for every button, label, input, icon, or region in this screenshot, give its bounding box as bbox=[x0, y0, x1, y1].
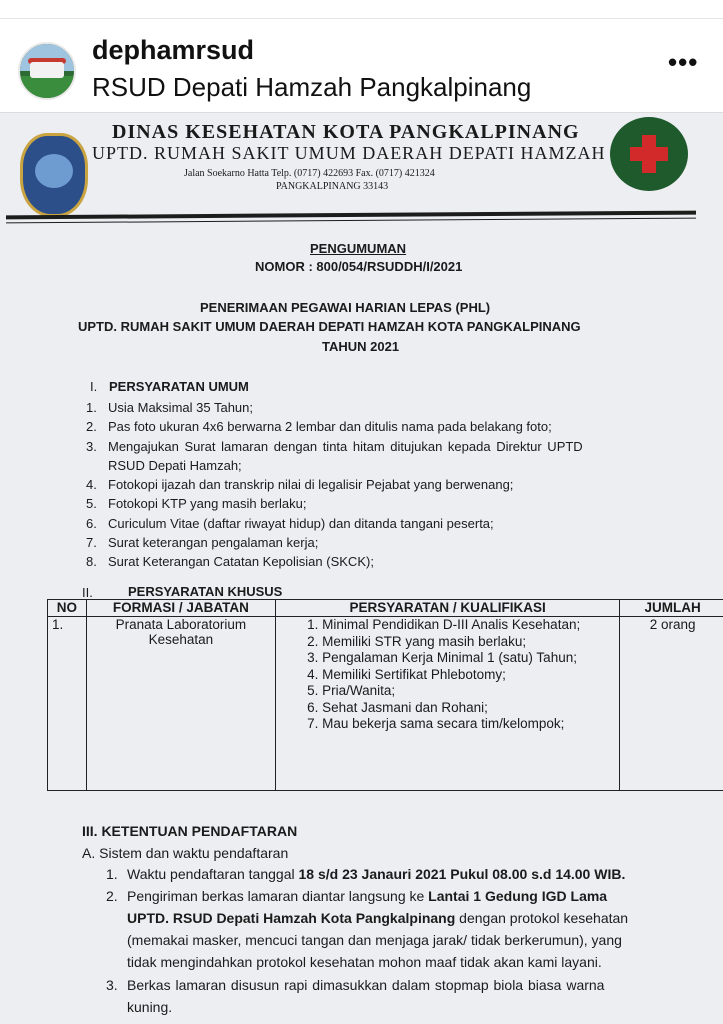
list-item-number: 3. bbox=[86, 439, 97, 454]
nomor-surat: NOMOR : 800/054/RSUDDH/I/2021 bbox=[255, 259, 463, 274]
avatar[interactable] bbox=[18, 42, 76, 100]
list-item-continuation: (memakai masker, mencuci tangan dan menjaga jarak/ tidak berkerumun), yang bbox=[127, 932, 622, 948]
list-item: Curiculum Vitae (daftar riwayat hidup) dan ditanda tangani peserta; bbox=[108, 516, 494, 531]
list-item: 2. Memiliki STR yang masih berlaku; bbox=[322, 634, 613, 651]
list-item-number: 4. bbox=[86, 477, 97, 492]
list-item: Pas foto ukuran 4x6 berwarna 2 lembar dan ditulis nama pada belakang foto; bbox=[108, 419, 552, 434]
kop-subtitle: UPTD. RUMAH SAKIT UMUM DAERAH DEPATI HAMZAH bbox=[92, 143, 606, 163]
more-options-icon[interactable]: ••• bbox=[668, 47, 699, 77]
table-header-row bbox=[48, 600, 723, 617]
list-item-continuation: RSUD Depati Hamzah; bbox=[108, 458, 242, 473]
section-2-number: II. bbox=[82, 585, 93, 600]
list-item-number: 2. bbox=[86, 419, 97, 434]
list-item: Fotokopi KTP yang masih berlaku; bbox=[108, 496, 307, 511]
pengumuman-heading: PENGUMUMAN bbox=[310, 241, 407, 256]
kop-title: DINAS KESEHATAN KOTA PANGKALPINANG bbox=[112, 121, 580, 143]
col-header-formasi: FORMASI / JABATAN bbox=[86, 600, 275, 617]
list-item: Pengiriman berkas lamaran diantar langsung ke Lantai 1 Gedung IGD Lama bbox=[127, 888, 608, 904]
kop-city: PANGKALPINANG 33143 bbox=[276, 181, 389, 192]
section-3-sub-a: A. Sistem dan waktu pendaftaran bbox=[82, 845, 289, 861]
title-line-1: PENERIMAAN PEGAWAI HARIAN LEPAS (PHL) bbox=[200, 300, 491, 315]
list-item: 3. Pengalaman Kerja Minimal 1 (satu) Tahun; bbox=[322, 650, 613, 667]
list-item-continuation: tidak mengindahkan protokol kesehatan mohon maaf tidak akan kami layani. bbox=[127, 954, 602, 970]
col-header-kualifikasi: PERSYARATAN / KUALIFIKASI bbox=[276, 600, 620, 617]
cell-formasi: Pranata Laboratorium Kesehatan bbox=[86, 617, 275, 791]
list-item-continuation: kuning. bbox=[127, 999, 173, 1015]
list-item: Surat Keterangan Catatan Kepolisian (SKCK); bbox=[108, 554, 374, 569]
title-line-2: UPTD. RUMAH SAKIT UMUM DAERAH DEPATI HAMZAH KOTA PANGKALPINANG bbox=[78, 319, 581, 334]
kop-address: Jalan Soekarno Hatta Telp. (0717) 422693 Fax. (0717) 421324 bbox=[184, 168, 435, 179]
list-item-number: 7. bbox=[86, 535, 97, 550]
list-item-number: 5. bbox=[86, 496, 97, 511]
section-1-number: I. bbox=[90, 379, 98, 394]
list-item: Berkas lamaran disusun rapi dimasukkan dalam stopmap biola biasa warna bbox=[127, 977, 605, 993]
list-item-number: 6. bbox=[86, 516, 97, 531]
list-item: Usia Maksimal 35 Tahun; bbox=[108, 400, 253, 415]
list-item-number: 1. bbox=[106, 866, 118, 882]
list-item-number: 2. bbox=[106, 888, 118, 904]
title-line-3: TAHUN 2021 bbox=[322, 339, 400, 354]
list-item: 6. Sehat Jasmani dan Rohani; bbox=[322, 700, 613, 717]
list-item-number: 1. bbox=[86, 400, 97, 415]
list-item: 5. Pria/Wanita; bbox=[322, 683, 613, 700]
list-item-continuation: UPTD. RSUD Depati Hamzah Kota Pangkalpinang dengan protokol kesehatan bbox=[127, 910, 629, 926]
post-username[interactable]: dephamrsud bbox=[92, 35, 255, 65]
section-2-heading: PERSYARATAN KHUSUS bbox=[128, 584, 283, 599]
status-strip bbox=[0, 0, 723, 19]
list-item: Waktu pendaftaran tanggal 18 s/d 23 Janauri 2021 Pukul 08.00 s.d 14.00 WIB. bbox=[127, 866, 626, 882]
list-item: 7. Mau bekerja sama secara tim/kelompok; bbox=[322, 716, 613, 733]
announcement-document bbox=[0, 113, 723, 1024]
list-item: Mengajukan Surat lamaran dengan tinta hitam ditujukan kepada Direktur UPTD bbox=[108, 439, 583, 454]
col-header-no: NO bbox=[48, 600, 87, 617]
city-emblem-logo bbox=[20, 133, 88, 217]
table-row bbox=[48, 617, 723, 791]
section-3-heading: III. KETENTUAN PENDAFTARAN bbox=[82, 823, 298, 839]
list-item-number: 3. bbox=[106, 977, 118, 993]
post-location[interactable]: RSUD Depati Hamzah Pangkalpinang bbox=[92, 72, 532, 102]
cell-jumlah: 2 orang bbox=[620, 617, 723, 791]
hospital-logo bbox=[610, 117, 688, 191]
section-1-heading: PERSYARATAN UMUM bbox=[109, 379, 249, 394]
list-item: Fotokopi ijazah dan transkrip nilai di legalisir Pejabat yang berwenang; bbox=[108, 477, 514, 492]
list-item: 4. Memiliki Sertifikat Phlebotomy; bbox=[322, 667, 613, 684]
list-item: Surat keterangan pengalaman kerja; bbox=[108, 535, 319, 550]
list-item: 1. Minimal Pendidikan D-III Analis Kesehatan; bbox=[322, 617, 613, 634]
col-header-jumlah: JUMLAH bbox=[620, 600, 723, 617]
requirements-table bbox=[47, 599, 723, 791]
list-item-number: 8. bbox=[86, 554, 97, 569]
cell-no: 1. bbox=[48, 617, 87, 791]
cell-kualifikasi bbox=[276, 617, 620, 791]
post-header bbox=[0, 19, 723, 113]
